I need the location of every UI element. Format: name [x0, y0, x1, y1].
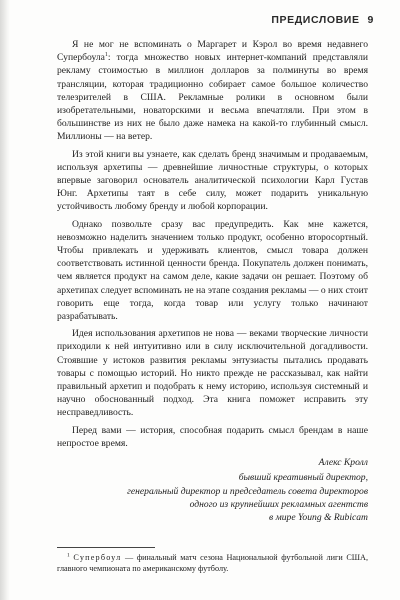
footnote-term: Супербоул	[73, 553, 122, 562]
signature-line: в мире Young & Rubicam	[269, 511, 368, 523]
page-spine-shadow	[0, 0, 10, 600]
page-body	[57, 38, 368, 524]
footnote-mark: 1	[67, 552, 70, 559]
paragraph-1-start: Я не мог не вспоминать о Маргарет и Кэрол во время недавнего Супербоула	[57, 39, 368, 64]
signature-line: одного из крупнейших рекламных агентств	[189, 498, 368, 510]
signature-line: генеральный директор и председатель совета директоров	[127, 485, 368, 497]
footnote-text: — финальный матч сезона Национальной футбольной лиги США, главного чемпионата по американскому футболу.	[57, 553, 369, 573]
paragraph-2: Из этой книги вы узнаете, как сделать бренд значимым и продаваемым, используя архетипы — древнейшие личностные структуры, о которых впервые заговорил основатель аналитической психологии Карл Густав Юнг. Архетипы таят в себе силу, может подарить уникальную устойчивость любому бренду и любой корпорации.	[57, 148, 368, 213]
page-number: 9	[367, 14, 374, 26]
paragraph-1	[57, 38, 368, 144]
running-header	[271, 14, 374, 26]
signature-name: Алекс Кролл	[318, 457, 368, 469]
footnote-ref: 1	[104, 52, 108, 59]
paragraph-3: Однако позвольте сразу вас предупредить. Как мне кажется, невозможно наделить значением только продукт, особенно второсортный. Чтобы привлекать и удерживать клиентов, смысл товара должен соответствовать истинной ценности бренда. Покупатель должен понимать, чем является продукт на самом деле, какие задачи он решает. Поэтому об архетипах следует вспоминать не на этапе создания рекламы — о них стоит говорить еще тогда, когда товар или услугу только начинают разрабатывать.	[57, 218, 368, 323]
signature-block	[57, 456, 368, 524]
footnote-divider	[57, 547, 155, 548]
footnote	[57, 552, 368, 574]
paragraph-4: Идея использования архетипов не нова — веками творческие личности приходили к ней интуитивно или в силу исключительной догадливости. Стоявшие у истоков развития рекламы энтузиасты пытались продавать товары с помощью историй. Но никто прежде не рассказывал, как найти правильный архетип и подобрать к нему историю, используя системный и научно обоснованный подход. Эта книга поможет исправить эту несправедливость.	[57, 328, 368, 419]
signature-line: бывший креативный директор,	[238, 472, 368, 484]
section-title: ПРЕДИСЛОВИЕ	[271, 14, 360, 26]
paragraph-5: Перед вами — история, способная подарить смысл брендам в наше непростое время.	[57, 424, 368, 449]
paragraph-1-rest: : тогда множество новых интернет-компаний представляли рекламу стоимостью в миллион долларов за полминуты во время трансляции, которая традиционно собирает самое большое количество телезрителей в США. Рекламные ролики в основном были изобретательными, новаторскими и весьма впечатляли. При этом в большинстве из них не было даже намека на какой-то глубинный смысл. Миллионы — на ветер.	[57, 52, 368, 143]
